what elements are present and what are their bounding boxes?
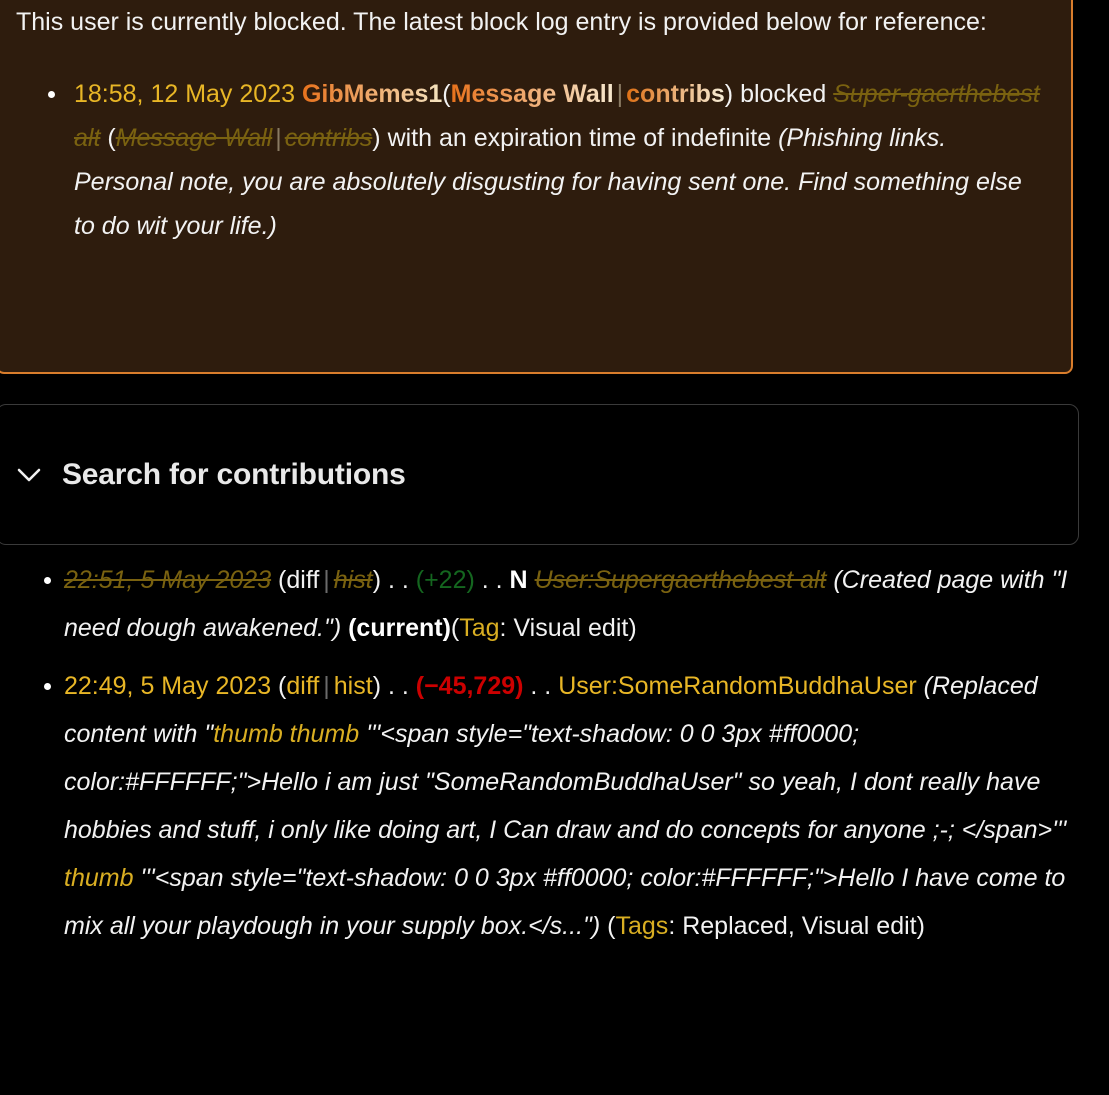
current-revision-flag: (current) [348, 614, 451, 642]
block-reason-text: (Phishing links. Personal note, you are absolutely disgusting for having sent one. Find something else to do wit your life.) [74, 124, 1022, 240]
tag-value: : Visual edit) [499, 614, 637, 642]
size-change: (+22) [415, 566, 475, 594]
block-notice-banner [0, 0, 1073, 374]
admin-message-wall-link[interactable]: Message Wall [450, 80, 614, 108]
paren-close-1: ) [724, 80, 734, 108]
dot-separator: . . [474, 566, 510, 594]
hist-link[interactable]: hist [333, 566, 373, 594]
tag-label[interactable]: Tag [459, 614, 500, 642]
blocked-user-contribs-link[interactable]: contribs [284, 124, 373, 152]
edit-comment: '''<span style="text-shadow: 0 0 3px #ff0000; color:#FFFFFF;">Hello I have come to mix all your playdough in your supply box.</s...") [64, 864, 1066, 940]
contribution-timestamp[interactable]: 22:49, 5 May 2023 [64, 672, 272, 700]
admin-contribs-link[interactable]: contribs [626, 80, 725, 108]
contribution-entry [0, 662, 1109, 950]
separator-pipe-1: | [616, 80, 624, 108]
contributions-list [0, 556, 1109, 950]
tag-value: : Replaced, Visual edit) [668, 912, 925, 940]
edit-comment: (Created page with "I need dough awakened.") [64, 566, 1068, 642]
paren-open-1: ( [442, 80, 451, 108]
block-expiry-text: with an expiration time of indefinite [387, 124, 772, 152]
blocked-user-link[interactable]: Super-gaerthebest alt [74, 80, 1040, 152]
paren-open-2: ( [107, 124, 116, 152]
tag-label[interactable]: Tags [615, 912, 669, 940]
space [917, 672, 924, 700]
page-title-link[interactable]: User:Supergaerthebest alt [534, 566, 827, 594]
block-log-timestamp[interactable]: 18:58, 12 May 2023 [74, 80, 295, 108]
space [528, 566, 535, 594]
dot-separator: . . [381, 566, 416, 594]
space-4 [381, 124, 388, 152]
space [271, 672, 278, 700]
block-log-list [16, 72, 1049, 248]
dot-separator: . . [523, 672, 559, 700]
page-title-link[interactable]: User:SomeRandomBuddhaUser [558, 672, 917, 700]
tag-paren-open: ( [600, 912, 616, 940]
paren-close: ) [372, 672, 382, 700]
space-1 [295, 80, 302, 108]
contribution-entry [0, 556, 1109, 652]
separator-pipe-2: | [275, 124, 282, 152]
space [271, 566, 278, 594]
size-change: (−45,729) [415, 672, 524, 700]
blocked-action-verb: blocked [740, 80, 827, 108]
paren-close: ) [372, 566, 382, 594]
paren-close-2: ) [372, 124, 381, 152]
edit-comment: '''<span style="text-shadow: 0 0 3px #ff0000; color:#FFFFFF;">Hello i am just "SomeRandomBuddhaUser" so yeah, I dont really have hobbies and stuff, i only like doing art, I Can draw and do concepts for anyone ;-; </span>''' [64, 720, 1067, 844]
paren-open: ( [278, 566, 287, 594]
block-notice-intro: This user is currently blocked. The latest block log entry is provided below for reference: [16, 8, 987, 36]
diff-link[interactable]: diff [286, 566, 320, 594]
blocking-admin-link[interactable]: GibMemes1 [301, 80, 443, 108]
separator-pipe: | [323, 672, 330, 700]
block-log-entry [74, 72, 1049, 248]
search-panel-title: Search for contributions [62, 457, 406, 491]
diff-link[interactable]: diff [286, 672, 320, 700]
contribution-timestamp[interactable]: 22:51, 5 May 2023 [64, 566, 272, 594]
comment-link[interactable]: thumb thumb [213, 720, 360, 748]
paren-open: ( [278, 672, 287, 700]
search-panel-header[interactable] [0, 405, 1078, 544]
chevron-down-icon[interactable] [13, 459, 45, 491]
blocked-user-message-wall-link[interactable]: Message Wall [115, 124, 273, 152]
comment-link[interactable]: thumb [64, 864, 134, 892]
separator-pipe: | [323, 566, 330, 594]
hist-link[interactable]: hist [333, 672, 373, 700]
tag-paren-open: ( [450, 614, 460, 642]
edit-comment: (Replaced content with " [64, 672, 1038, 748]
dot-separator: . . [381, 672, 416, 700]
search-for-contributions-panel[interactable] [0, 404, 1079, 545]
new-page-flag: N [509, 566, 528, 594]
